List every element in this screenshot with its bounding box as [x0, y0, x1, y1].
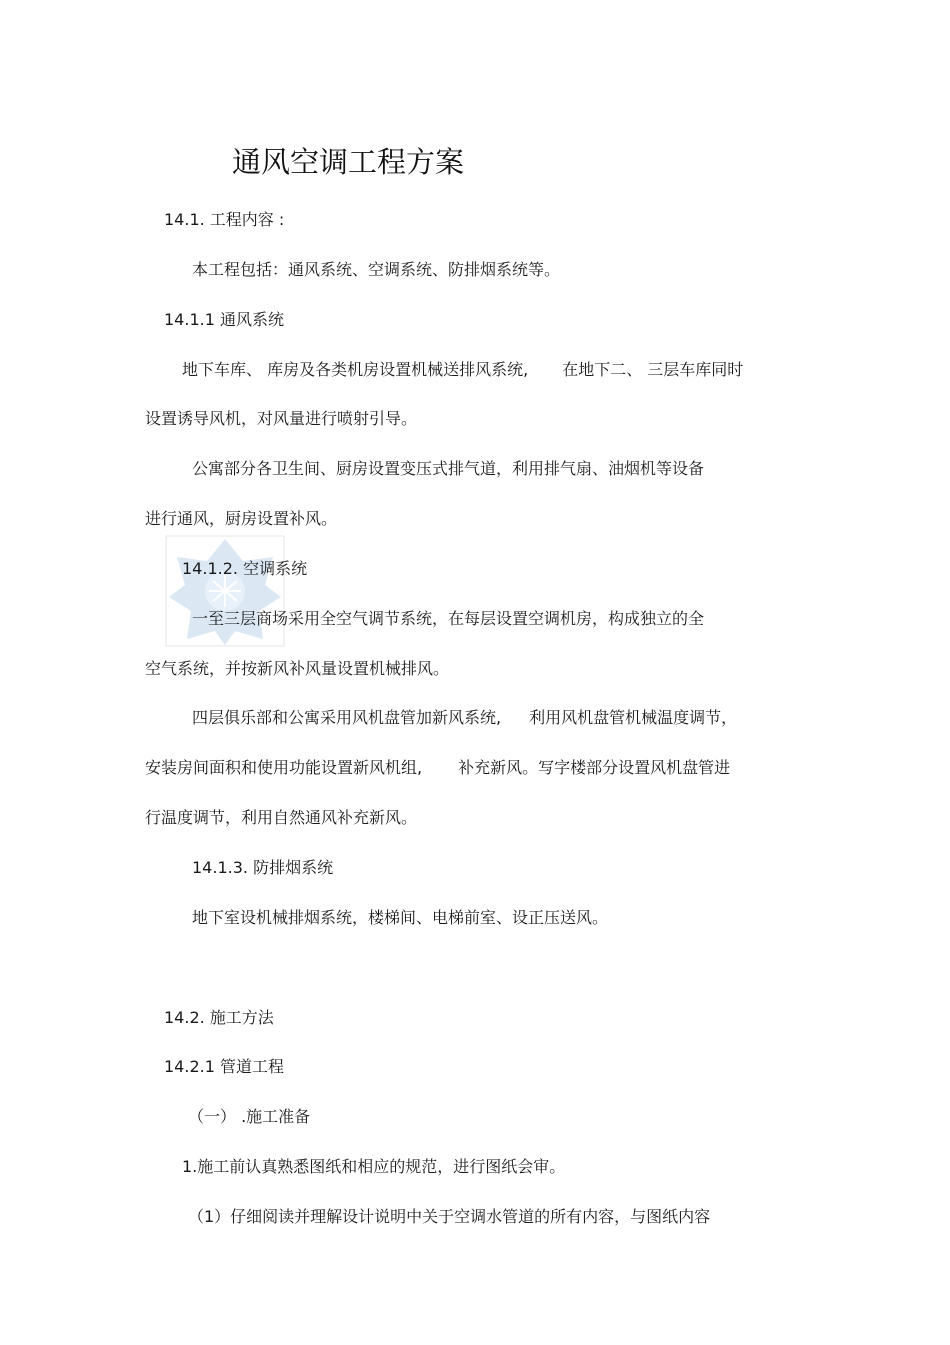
- paragraph-line: 进行通风，厨房设置补风。: [145, 509, 338, 528]
- paragraph-line: 行温度调节，利用自然通风补充新风。: [145, 808, 418, 827]
- paragraph-line: 设置诱导风机，对风量进行喷射引导。: [145, 409, 418, 428]
- text-segment: 补充新风。写字楼部分设置风机盘管进: [458, 758, 731, 777]
- paragraph-line: [192, 708, 737, 728]
- section-heading-14-2-1: 14.2.1 管道工程: [164, 1057, 284, 1076]
- section-heading-14-1-3: 14.1.3. 防排烟系统: [192, 858, 334, 877]
- list-item: 1.施工前认真熟悉图纸和相应的规范，进行图纸会审。: [182, 1157, 566, 1176]
- watermark-logo: [165, 535, 285, 647]
- paragraph-line: 地下室设机械排烟系统，楼梯间、电梯前室、设正压送风。: [192, 908, 609, 927]
- text-segment: 地下车库、 库房及各类机房设置机械送排风系统,: [182, 360, 529, 379]
- section-heading-14-2: 14.2. 施工方法: [164, 1008, 274, 1027]
- list-item: （1）仔细阅读并理解设计说明中关于空调水管道的所有内容，与图纸内容: [188, 1207, 711, 1226]
- section-heading-14-1-2: 14.1.2. 空调系统: [182, 559, 308, 578]
- paragraph-line: 一至三层商场采用全空气调节系统，在每层设置空调机房，构成独立的全: [192, 609, 705, 628]
- paragraph-line: 公寓部分各卫生间、厨房设置变压式排气道，利用排气扇、油烟机等设备: [192, 459, 705, 478]
- section-heading-14-1-1: 14.1.1 通风系统: [164, 310, 284, 329]
- text-segment: 在地下二、 三层车库同时: [562, 360, 744, 379]
- text-segment: 安装房间面积和使用功能设置新风机组,: [145, 758, 423, 777]
- text-segment: 四层俱乐部和公寓采用风机盘管加新风系统,: [192, 708, 502, 727]
- paragraph-line: 本工程包括：通风系统、空调系统、防排烟系统等。: [192, 260, 561, 279]
- paragraph-line: 空气系统，并按新风补风量设置机械排风。: [145, 659, 450, 678]
- document-title: 通风空调工程方案: [232, 145, 465, 179]
- paragraph-line: [145, 758, 730, 778]
- section-heading-14-1: 14.1. 工程内容 :: [164, 210, 285, 229]
- paragraph-line: [182, 360, 743, 380]
- text-segment: 利用风机盘管机械温度调节，: [529, 708, 738, 727]
- subsection-heading: （一） .施工准备: [188, 1107, 311, 1126]
